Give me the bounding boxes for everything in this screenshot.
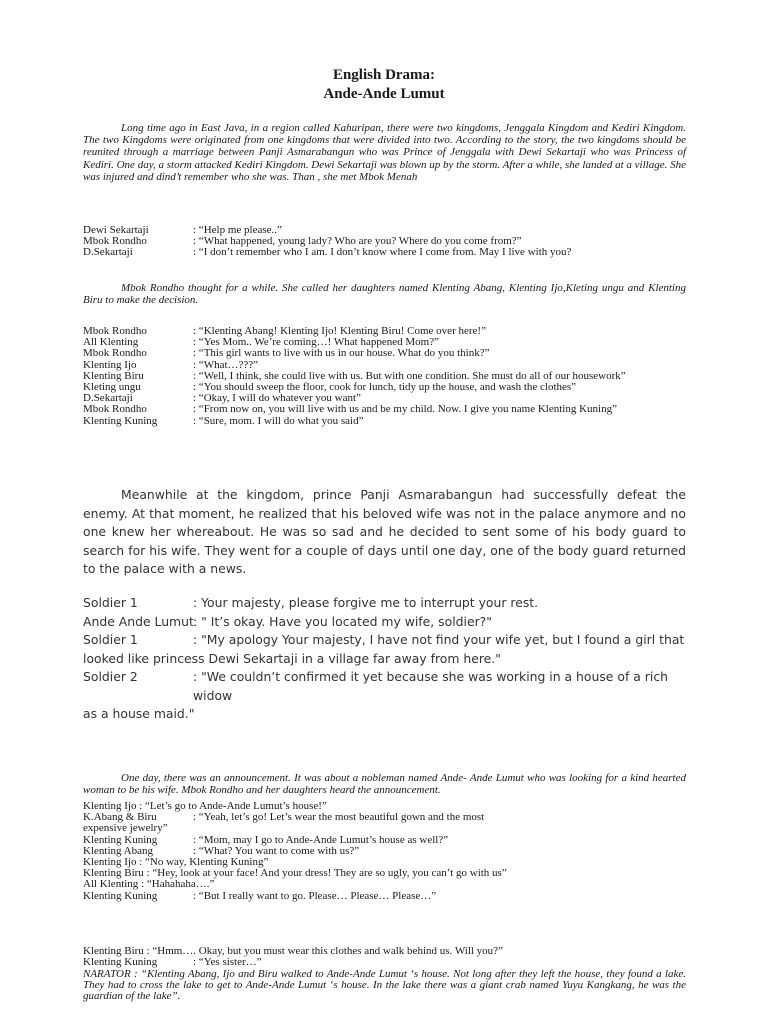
dialogue-line: : “What? You want to come with us?” (193, 844, 360, 857)
dialogue-line: : “Hey, look at your face! And your dress! They are so ugly, you can’t go with us” (146, 867, 507, 880)
speaker-name: Klenting Ijo (83, 800, 137, 812)
dialogue-line: : “Yes sister…” (193, 956, 262, 969)
dialogue-line: : “Help me please..” (193, 224, 282, 236)
dialogue-row (83, 835, 686, 846)
narrator-text: : “Klenting Abang, Ijo and Biru walked to Ande-Ande Lumut ‘s house. Not long after they left the house, they found a lake. They had to cross the lake to get to Ande-Ande Lumut ‘s house. In the lake there was a giant crab named Yuyu Kangkang, he was the guardian of the lake”. (83, 968, 687, 1003)
dialogue-row (83, 631, 686, 668)
dialogue-row (83, 594, 686, 613)
title-line-1: English Drama: (332, 67, 436, 83)
dialogue-line: : “Sure, mom. I will do what you said” (193, 414, 364, 427)
dialogue-line: : "We couldn’t confirmed it yet because she was working in a house of a rich widow (193, 669, 668, 703)
narrator-label: NARATOR (83, 968, 131, 980)
intro-paragraph: Long time ago in East Java, in a region called Kahuripan, there were two kingdoms, Jenggala Kingdom and Kediri Kingdom. The two Kingdoms were originated from one kingdoms that were divided into two. According to the story, the two kingdoms should be reunited through a marriage between Panji Asmarabangun who was Prince of Jenggala with Dewi Sekartaji who was Princess of Kediri. One day, a storm attacked Kediri Kingdom. Dewi Sekartaji was blown up by the storm. After a while, she landed at a village. She was injured and dind’t remember who she was. Than , she met Mbok Menah (83, 122, 686, 183)
dialogue-line: : " It’s okay. Have you located my wife, soldier?" (193, 613, 492, 629)
dialogue-block-1 (83, 225, 686, 259)
dialogue-line: : “What happened, young lady? Who are you? Where do you come from?” (193, 235, 522, 248)
speaker-name: Mbok Rondho (83, 347, 147, 360)
paragraph-3: Meanwhile at the kingdom, prince Panji Asmarabangun had successfully defeat the enemy. At that moment, he realized that his beloved wife was not in the palace anymore and no one knew her whereabout. He was so sad and he decided to sent some of his body guard to search for his wife. They went for a couple of days until one day, one of the body guard returned to the palace with a news. (83, 487, 686, 576)
speaker-name: All Klenting (83, 336, 139, 349)
dialogue-line: : Your majesty, please forgive me to interrupt your rest. (193, 595, 539, 610)
dialogue-line: : “What…???” (193, 358, 259, 371)
speaker-name: Klenting Kuning (83, 414, 158, 427)
dialogue-row (83, 891, 686, 902)
dialogue-line: : “From now on, you will live with us and be my child. Now. I give you name Klenting Kuning” (193, 403, 617, 416)
dialogue-row (83, 957, 686, 968)
speaker-name: All Klenting (83, 878, 139, 891)
speaker-name: D.Sekartaji (83, 246, 133, 259)
speaker-name: K.Abang & Biru (83, 811, 157, 824)
paragraph-2: Mbok Rondho thought for a while. She called her daughters named Klenting Abang, Klenting Ijo,Kleting ungu and Klenting Biru to make the decision. (83, 282, 686, 307)
speaker-name: Klenting Biru (83, 945, 144, 957)
dialogue-line: : "My apology Your majesty, I have not find your wife yet, but I found a girl that (193, 632, 685, 647)
title-line-2: Ande-Ande Lumut (323, 86, 445, 102)
dialogue-line: : “Let’s go to Ande-Ande Lumut’s house!” (139, 800, 327, 812)
dialogue-line: : “Yeah, let’s go! Let’s wear the most beautiful gown and the most (193, 811, 485, 824)
dialogue-line: : “Klenting Abang! Klenting Ijo! Klenting Biru! Come over here!” (193, 325, 486, 337)
dialogue-line: : “This girl wants to live with us in our house. What do you think?” (193, 347, 490, 360)
dialogue-line: : “Well, I think, she could live with us. But with one condition. She must do all of our housework” (193, 369, 626, 382)
dialogue-line: : “But I really want to go. Please… Please… Please…” (193, 889, 437, 902)
dialogue-row (83, 404, 686, 415)
dialogue-line: : “I don’t remember who I am. I don’t know where I come from. May I live with you? (193, 246, 572, 259)
speaker-name: Klenting Ijo (83, 358, 137, 371)
speaker-name: Kleting ungu (83, 381, 141, 394)
dialogue-block-5 (83, 946, 686, 968)
dialogue-line: : “Okay, I will do whatever you want” (193, 392, 361, 405)
speaker-name: Mbok Rondho (83, 235, 147, 248)
dialogue-continuation: as a house maid." (83, 706, 195, 721)
dialogue-line: : “Yes Mom.. We’re coming…! What happened Mom?” (193, 336, 439, 349)
speaker-name: Klenting Abang (83, 844, 153, 857)
dialogue-line: : “Hmm…. Okay, but you must wear this clothes and walk behind us. Will you?” (146, 945, 503, 957)
speaker-name: Klenting Biru (83, 369, 144, 382)
speaker-name: Klenting Kuning (83, 956, 158, 969)
dialogue-line: : “You should sweep the floor, cook for lunch, tidy up the house, and wash the clothes” (193, 381, 577, 394)
dialogue-line: : “Mom, may I go to Ande-Ande Lumut’s house as well?” (193, 833, 449, 846)
dialogue-row (83, 247, 686, 258)
paragraph-4: One day, there was an announcement. It was about a nobleman named Ande- Ande Lumut who was looking for a kind hearted woman to be his wife. Mbok Rondho and her daughters heard the announcement. (83, 772, 686, 797)
speaker-name: D.Sekartaji (83, 392, 133, 405)
dialogue-continuation: looked like princess Dewi Sekartaji in a village far away from here." (83, 650, 501, 666)
dialogue-block-4 (83, 801, 686, 902)
paragraph-3-block (83, 486, 686, 579)
speaker-name: Klenting Ijo (83, 856, 137, 869)
speaker-name: Soldier 1 (83, 632, 138, 647)
dialogue-line: : “Hahahaha….” (141, 878, 215, 891)
dialogue-block-3 (83, 594, 686, 724)
dialogue-row (83, 613, 686, 632)
speaker-name: Mbok Rondho (83, 325, 147, 337)
dialogue-row (83, 812, 686, 834)
speaker-name: Soldier 2 (83, 669, 138, 684)
dialogue-continuation: expensive jewelry” (83, 822, 168, 835)
dialogue-block-2 (83, 326, 686, 427)
speaker-name: Klenting Kuning (83, 833, 158, 846)
speaker-name: Ande Ande Lumut (83, 613, 194, 629)
dialogue-line: : “No way, Klenting Kuning” (139, 856, 269, 869)
speaker-name: Klenting Kuning (83, 889, 158, 902)
dialogue-row (83, 382, 686, 393)
narrator-block (83, 969, 686, 1003)
speaker-name: Mbok Rondho (83, 403, 147, 416)
dialogue-row (83, 879, 686, 890)
dialogue-row (83, 946, 686, 957)
speaker-name: Soldier 1 (83, 595, 138, 610)
dialogue-row (83, 348, 686, 359)
dialogue-row (83, 416, 686, 427)
speaker-name: Klenting Biru (83, 867, 144, 880)
speaker-name: Dewi Sekartaji (83, 224, 149, 236)
dialogue-row (83, 668, 686, 724)
